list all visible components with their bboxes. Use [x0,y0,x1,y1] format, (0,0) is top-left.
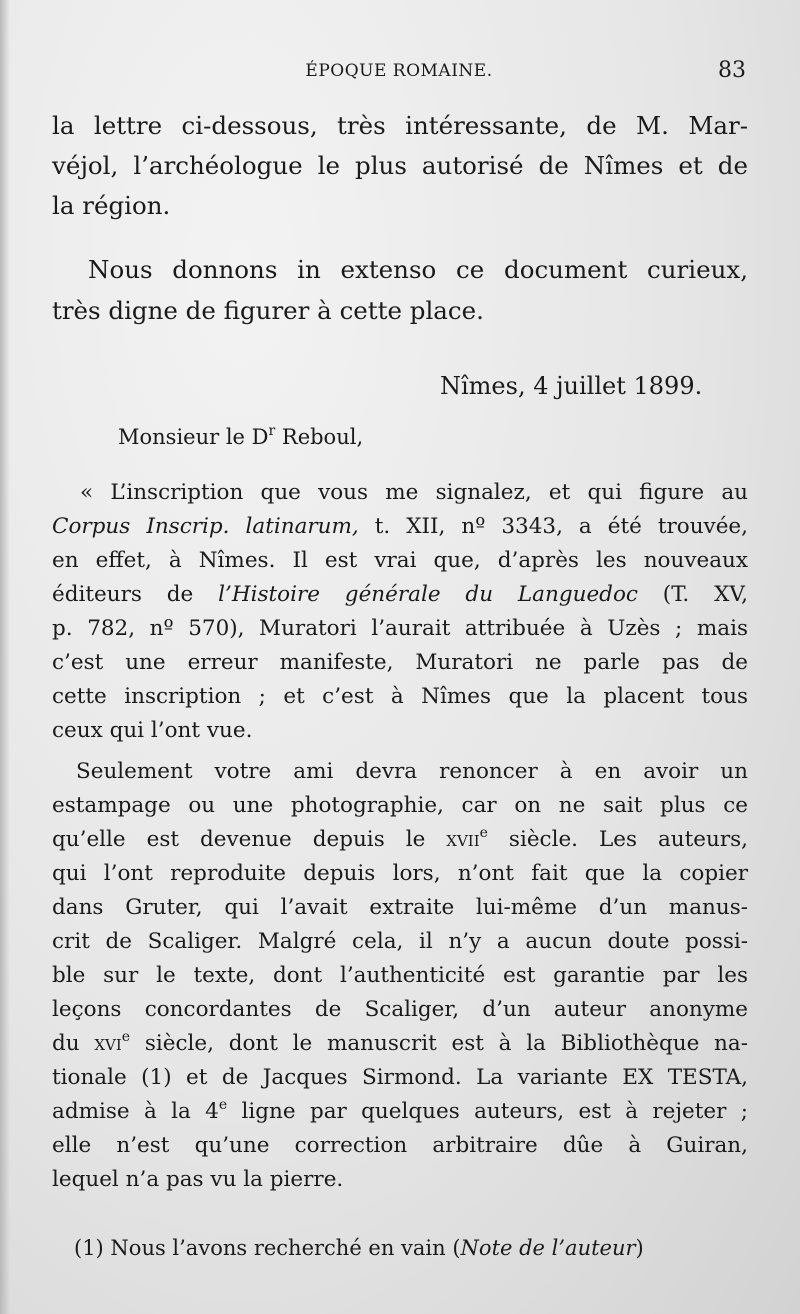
letter-p2-line-12: elle n’est qu’une correction arbitraire dûe à Guiran, [52,1133,748,1158]
letter-p1-line-4 [52,580,748,610]
p2-l9-rest: siècle, dont le manuscrit est à la Bibliothèque na- [130,1031,748,1056]
letter-p2-line-2: estampage ou une photographie, car on ne sait plus ce [52,793,748,818]
letter-p1-line-2 [52,512,748,542]
ordinal-sup: e [218,1097,228,1113]
p2-l11-rest: ligne par quelques auteurs, est à rejeter ; [227,1099,748,1124]
letter-p1-line-8: ceux qui l’ont vue. [52,718,253,743]
salutation-text: Monsieur le D [118,425,269,449]
footnote-text: (1) Nous l’avons recherché en vain ( [74,1236,461,1260]
volume-ref: (T. XV, [637,582,748,607]
salutation-superscript: r [268,423,276,439]
letter-p2-line-7: ble sur le texte, dont l’authenticité est garantie par les [52,963,748,988]
letter-p2-line-13: lequel n’a pas vu la pierre. [52,1167,344,1192]
century-16: xvi [94,1031,122,1056]
letter-p2-line-5: dans Gruter, qui l’avait extraite lui-même d’un manus- [52,895,748,920]
scan-shadow [0,0,10,1314]
p2-l11-text: admise à la 4 [52,1099,219,1124]
page-number: 83 [718,58,746,83]
letter-p2-line-11 [52,1097,748,1127]
letter-p2-line-9 [52,1029,748,1059]
salutation-name: Reboul, [275,425,364,449]
letter-p2-line-10: tionale (1) et de Jacques Sirmond. La variante EX TESTA, [52,1065,748,1090]
intro-line-4: Nous donnons in extenso ce document curieux, [88,255,748,284]
letter-p2-line-3 [52,825,748,855]
p2-l3-text: qu’elle est devenue depuis le [52,827,447,852]
intro-line-1: la lettre ci-dessous, très intéressante, de M. Mar- [52,111,748,140]
century-16-sup: e [121,1029,131,1045]
histoire-title: l’Histoire générale du Languedoc [218,582,638,607]
letter-p2-line-8: leçons concordantes de Scaliger, d’un auteur anonyme [52,997,748,1022]
letter-p2-line-6: crit de Scaliger. Malgré cela, il n’y a aucun doute possi- [52,929,748,954]
letter-p2-line-4: qui l’ont reproduite depuis lors, n’ont fait que la copier [52,861,748,886]
footnote-attribution: Note de l’auteur [460,1236,636,1260]
letter-p1-line-6: c’est une erreur manifeste, Muratori ne parle pas de [52,650,748,675]
century-17: xvii [446,827,480,852]
running-head [52,58,746,88]
letter-p1-line-3: en effet, à Nîmes. Il est vrai que, d’après les nouveaux [52,548,748,573]
editors-text: éditeurs de [52,582,219,607]
letter-p1-line-1: « L’inscription que vous me signalez, et qui figure au [80,480,748,505]
letter-p2-line-1: Seulement votre ami devra renoncer à en avoir un [76,759,748,784]
running-title: ÉPOQUE ROMAINE. [305,61,493,81]
footnote-close: ) [635,1236,644,1260]
corpus-ref: t. XII, nº 3343, a été trouvée, [358,514,748,539]
letter-place-date: Nîmes, 4 juillet 1899. [440,372,703,400]
intro-line-2: véjol, l’archéologue le plus autorisé de Nîmes et de [52,151,748,180]
p2-l3-rest: siècle. Les auteurs, [487,827,749,852]
letter-salutation [118,422,448,452]
footnote [74,1234,714,1262]
century-17-sup: e [479,825,488,841]
p2-l9-text: du [52,1031,95,1056]
intro-line-5: très digne de figurer à cette place. [52,296,484,325]
letter-p1-line-7: cette inscription ; et c’est à Nîmes que la placent tous [52,684,748,709]
letter-p1-line-5: p. 782, nº 570), Muratori l’aurait attribuée à Uzès ; mais [52,616,748,641]
corpus-title: Corpus Inscrip. latinarum, [52,514,359,539]
intro-line-3: la région. [52,191,171,220]
